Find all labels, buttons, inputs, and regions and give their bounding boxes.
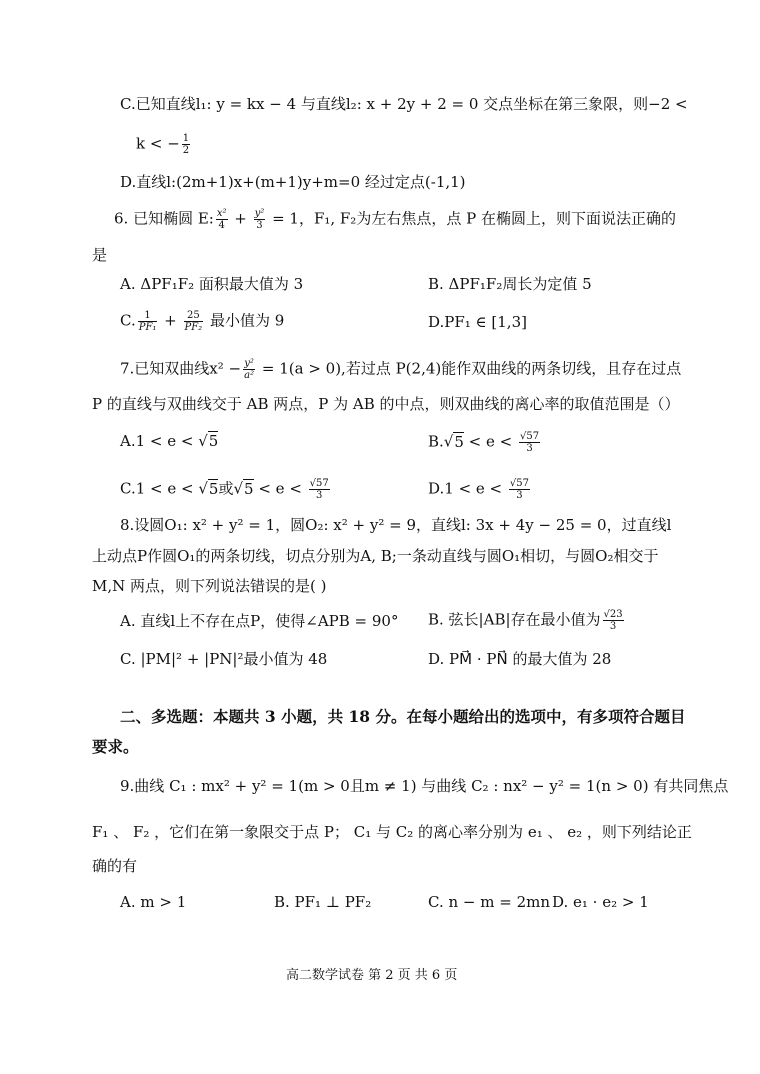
q7-option-c: C.1 < e < √5或√5 < e < $\frac{√57}{3}$ — [120, 478, 329, 501]
q6c-post: 最小值为 9 — [205, 311, 285, 330]
q7a-sqrt: 5 — [208, 432, 219, 450]
q8-stem-line2: 上动点P作圆O₁的两条切线，切点分别为A, B;一条动直线与圆O₁相切，与圆O₂相交于 — [92, 547, 659, 565]
q6-frac-y-den: 3 — [256, 220, 263, 231]
q5c-fraction — [182, 133, 190, 156]
q6c-frac1 — [138, 310, 158, 333]
q5-option-d: D.直线l:(2m+1)x+(m+1)y+m=0 经过定点(-1,1) — [120, 173, 466, 191]
q6-frac-y — [254, 208, 266, 231]
q6c-plus: + — [159, 311, 182, 330]
section2-heading-line1: 二、多选题：本题共 3 小题，共 18 分。在每小题给出的选项中，有多项符合题目 — [120, 707, 686, 726]
q6c-n1: 1 — [138, 310, 158, 322]
q7-den: a² — [244, 370, 255, 381]
q7-option-a: A.1 < e < √5 — [120, 432, 219, 450]
q7-option-b: B.√5 < e < $\frac{√57}{3}$ — [428, 431, 540, 454]
q7-pre: 7.已知双曲线x² − — [120, 359, 242, 378]
q7d-num: √57 — [509, 478, 529, 489]
q7c-mid: 或 — [218, 479, 234, 498]
q8-option-c: C. |PM|² + |PN|²最小值为 48 — [120, 650, 328, 668]
q6-stem-line2: 是 — [92, 246, 108, 264]
page-footer: 高二数学试卷 第 2 页 共 6 页 — [286, 968, 458, 983]
q6-option-a: A. ΔPF₁F₂ 面积最大值为 3 — [120, 275, 304, 293]
q6c-d1: PF₁ — [138, 322, 157, 333]
q6-frac-x-den: 4 — [218, 220, 225, 231]
q8b-frac — [603, 609, 624, 632]
q7c-sqrt2: 5 — [244, 479, 254, 498]
q7d-den: 3 — [516, 490, 523, 501]
q8-stem-line3: M,N 两点，则下列说法错误的是( ) — [92, 577, 327, 595]
q9-stem-line2: F₁ 、 F₂ ，它们在第一象限交于点 P； C₁ 与 C₂ 的离心率分别为 e₁ 、 e₂ ，则下列结论正 — [92, 823, 692, 841]
q5-option-c-line2 — [136, 133, 192, 156]
q7d-pre: D.1 < e < — [428, 479, 507, 498]
q7a-pre: A.1 < e < — [120, 432, 199, 450]
q5-option-c-line1: C.已知直线l₁: y = kx − 4 与直线l₂: x + 2y + 2 = 0 交点坐标在第三象限，则−2 < — [120, 95, 688, 113]
q7-option-d — [428, 478, 532, 501]
q6c-pre: C. — [120, 311, 136, 330]
q9-stem-line3: 确的有 — [92, 857, 138, 875]
q8b-pre: B. 弦长|AB|存在最小值为 — [428, 610, 601, 629]
q7-frac — [243, 358, 255, 381]
q8-option-a: A. 直线l上不存在点P，使得∠APB = 90° — [120, 612, 399, 630]
q6c-frac2 — [184, 310, 204, 333]
q7b-frac — [519, 431, 540, 454]
q7b-sqrt: 5 — [454, 432, 464, 451]
q9-option-b: B. PF₁ ⊥ PF₂ — [274, 893, 372, 911]
q6-option-b: B. ΔPF₁F₂周长为定值 5 — [428, 275, 592, 293]
q6-option-d: D.PF₁ ∈ [1,3] — [428, 313, 527, 331]
q7c-pre: C.1 < e < — [120, 479, 199, 498]
q7c-mid2: < e < — [253, 479, 307, 498]
q6-frac-y-num: y² — [254, 208, 265, 219]
q7d-frac — [509, 478, 530, 501]
q7b-num: √57 — [520, 431, 540, 442]
q7c-num: √57 — [309, 478, 329, 489]
q6-text-a: 6. 已知椭圆 E: — [114, 209, 214, 228]
q6-frac-x-num: x² — [216, 208, 227, 219]
q9-stem-line1: 9.曲线 C₁ : mx² + y² = 1(m > 0且m ≠ 1) 与曲线 C₂ : nx² − y² = 1(n > 0) 有共同焦点 — [120, 777, 729, 795]
q9-option-a: A. m > 1 — [120, 893, 187, 911]
q7b-den: 3 — [526, 443, 533, 454]
q7-num: y² — [244, 358, 254, 369]
q7b-mid: < e < — [463, 432, 517, 451]
q6c-n2: 25 — [184, 310, 204, 322]
q8-option-d: D. PM⃗ · PN⃗ 的最大值为 28 — [428, 650, 612, 668]
q9-option-c: C. n − m = 2mn — [428, 893, 550, 911]
q6-stem-line1 — [114, 208, 676, 231]
q9-option-d: D. e₁ · e₂ > 1 — [552, 893, 649, 911]
q7c-den: 3 — [316, 490, 323, 501]
q8b-den: 3 — [609, 621, 617, 632]
q5c-num: 1 — [182, 133, 190, 144]
q5c-den: 2 — [182, 145, 190, 156]
q7c-sqrt: 5 — [208, 479, 219, 498]
q5c-text: k < − — [136, 134, 180, 153]
q6-option-c — [120, 310, 284, 333]
q6-text-rest: = 1，F₁, F₂为左右焦点，点 P 在椭圆上，则下面说法正确的 — [267, 209, 676, 228]
q8-stem-line1: 8.设圆O₁: x² + y² = 1，圆O₂: x² + y² = 9，直线l: 3x + 4y − 25 = 0，过直线l — [120, 516, 672, 534]
q7b-pre: B. — [428, 432, 444, 451]
q8b-num: √23 — [603, 609, 623, 620]
q7-stem-line1 — [120, 358, 681, 381]
q7c-frac — [309, 478, 330, 501]
q6-plus: + — [229, 209, 252, 228]
section2-heading-line2: 要求。 — [92, 737, 139, 756]
q7-post: = 1(a > 0),若过点 P(2,4)能作双曲线的两条切线，且存在过点 — [257, 359, 682, 378]
q8-option-b — [428, 609, 626, 632]
q7-stem-line2: P 的直线与双曲线交于 AB 两点，P 为 AB 的中点，则双曲线的离心率的取值范围是（） — [92, 395, 680, 413]
q6-frac-x — [216, 208, 228, 231]
q6c-d2: PF₂ — [184, 322, 203, 333]
